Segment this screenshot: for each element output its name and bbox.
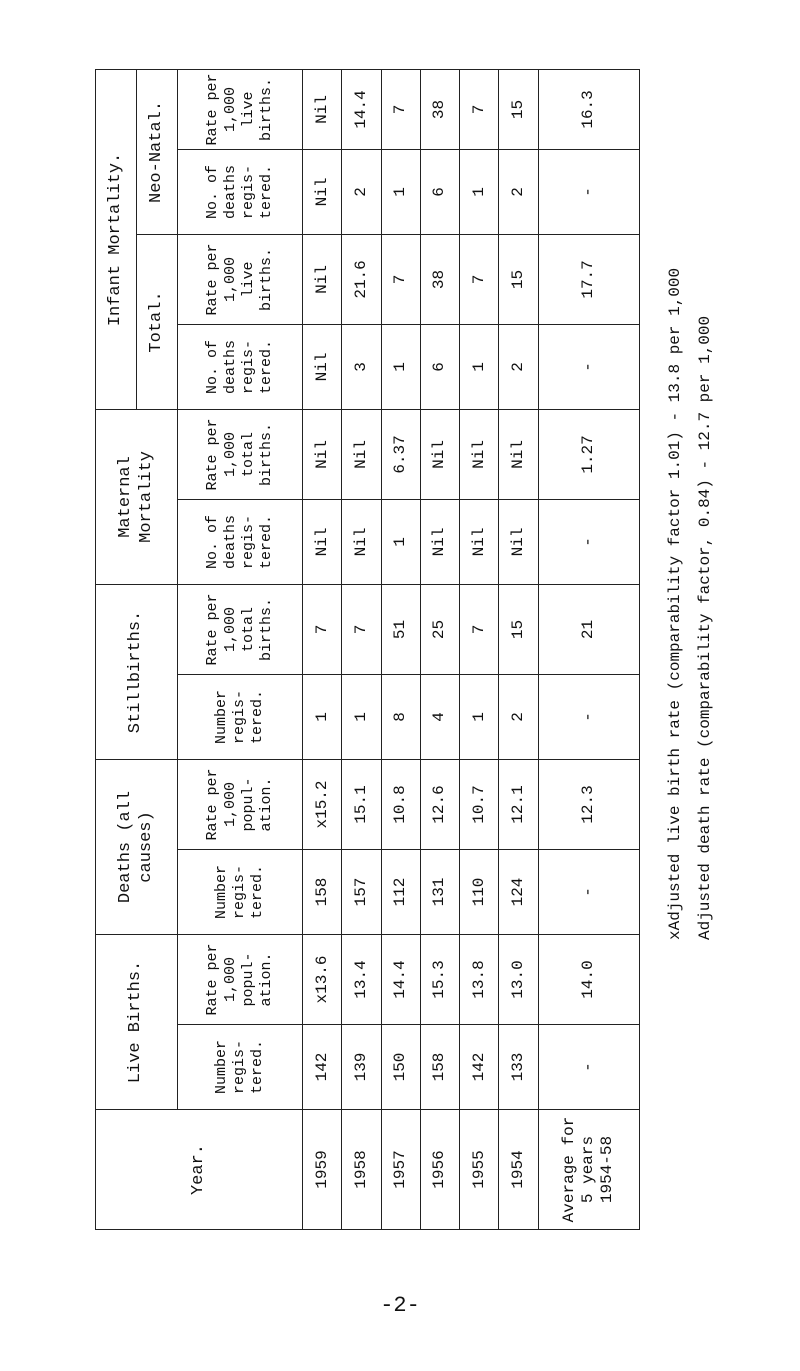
cell-it-rate: Nil bbox=[303, 234, 342, 324]
infant-total-header: Total. bbox=[137, 234, 178, 409]
footnote-death-rate: Adjusted death rate (comparability factor, 0.84) - 12.7 per 1,000 bbox=[696, 315, 714, 940]
col-header-infant-total-number: No. of deaths regis- tered. bbox=[178, 324, 303, 409]
col-header-infant-total-rate: Rate per 1,000 live births. bbox=[178, 234, 303, 324]
cell-sb-rate: 7 bbox=[342, 584, 381, 674]
table-row bbox=[538, 69, 639, 1229]
cell-lb-rate: 13.0 bbox=[499, 934, 538, 1024]
cell-year: 1954 bbox=[499, 1110, 538, 1230]
table-row bbox=[460, 69, 499, 1229]
cell-mm-rate: Nil bbox=[499, 409, 538, 499]
cell-lb-rate: 13.8 bbox=[460, 934, 499, 1024]
neonatal-header: Neo-Natal. bbox=[137, 69, 178, 234]
cell-mm-number: - bbox=[538, 499, 639, 584]
cell-lb-number: 150 bbox=[381, 1025, 420, 1110]
header-row-groups bbox=[96, 69, 137, 1229]
cell-sb-rate: 15 bbox=[499, 584, 538, 674]
cell-it-number: 2 bbox=[499, 324, 538, 409]
cell-it-rate: 7 bbox=[381, 234, 420, 324]
cell-lb-number: 142 bbox=[303, 1025, 342, 1110]
cell-it-rate: 17.7 bbox=[538, 234, 639, 324]
cell-d-number: 112 bbox=[381, 849, 420, 934]
cell-d-rate: 12.1 bbox=[499, 759, 538, 849]
footnotes bbox=[660, 180, 770, 940]
cell-it-number: - bbox=[538, 324, 639, 409]
cell-d-rate: 10.7 bbox=[460, 759, 499, 849]
col-header-live-births-rate: Rate per 1,000 popul- ation. bbox=[178, 934, 303, 1024]
table-row bbox=[499, 69, 538, 1229]
cell-lb-rate: 15.3 bbox=[420, 934, 459, 1024]
page-number: -2- bbox=[380, 1293, 420, 1318]
cell-sb-rate: 7 bbox=[460, 584, 499, 674]
cell-sb-number: 8 bbox=[381, 674, 420, 759]
deaths-header: Deaths (all causes) bbox=[96, 759, 178, 934]
cell-mm-number: 1 bbox=[381, 499, 420, 584]
col-header-neonatal-rate: Rate per 1,000 live births. bbox=[178, 69, 303, 149]
cell-mm-number: Nil bbox=[460, 499, 499, 584]
cell-it-number: 1 bbox=[460, 324, 499, 409]
cell-sb-number: 1 bbox=[303, 674, 342, 759]
cell-mm-number: Nil bbox=[499, 499, 538, 584]
live-births-header: Live Births. bbox=[96, 934, 178, 1109]
cell-d-number: 157 bbox=[342, 849, 381, 934]
cell-it-number: 1 bbox=[381, 324, 420, 409]
cell-nn-number: 1 bbox=[381, 149, 420, 234]
col-header-maternal-number: No. of deaths regis- tered. bbox=[178, 499, 303, 584]
cell-mm-rate: Nil bbox=[460, 409, 499, 499]
cell-sb-number: - bbox=[538, 674, 639, 759]
table-row bbox=[303, 69, 342, 1229]
stillbirths-header: Stillbirths. bbox=[96, 584, 178, 759]
table-body bbox=[303, 69, 640, 1229]
year-header: Year. bbox=[96, 1110, 303, 1230]
cell-nn-number: 2 bbox=[342, 149, 381, 234]
cell-lb-number: 133 bbox=[499, 1025, 538, 1110]
cell-it-number: Nil bbox=[303, 324, 342, 409]
table-row bbox=[342, 69, 381, 1229]
cell-sb-number: 1 bbox=[460, 674, 499, 759]
cell-lb-rate: x13.6 bbox=[303, 934, 342, 1024]
header-row-columns bbox=[178, 69, 303, 1229]
cell-nn-rate: 14.4 bbox=[342, 69, 381, 149]
cell-sb-number: 2 bbox=[499, 674, 538, 759]
cell-d-rate: 15.1 bbox=[342, 759, 381, 849]
footnotes-rotated bbox=[660, 180, 720, 940]
cell-d-rate: x15.2 bbox=[303, 759, 342, 849]
infant-mortality-header: Infant Mortality. bbox=[96, 69, 137, 409]
cell-lb-number: - bbox=[538, 1025, 639, 1110]
table-row bbox=[381, 69, 420, 1229]
cell-it-number: 3 bbox=[342, 324, 381, 409]
cell-d-number: 110 bbox=[460, 849, 499, 934]
cell-year: 1957 bbox=[381, 1110, 420, 1230]
table-row bbox=[420, 69, 459, 1229]
cell-lb-rate: 13.4 bbox=[342, 934, 381, 1024]
cell-d-rate: 10.8 bbox=[381, 759, 420, 849]
cell-nn-number: 1 bbox=[460, 149, 499, 234]
cell-nn-rate: 7 bbox=[381, 69, 420, 149]
maternal-mortality-header: Maternal Mortality bbox=[96, 409, 178, 584]
cell-lb-rate: 14.4 bbox=[381, 934, 420, 1024]
cell-d-rate: 12.3 bbox=[538, 759, 639, 849]
cell-sb-rate: 7 bbox=[303, 584, 342, 674]
cell-sb-rate: 21 bbox=[538, 584, 639, 674]
cell-d-number: 158 bbox=[303, 849, 342, 934]
col-header-live-births-number: Number regis- tered. bbox=[178, 1025, 303, 1110]
cell-it-rate: 7 bbox=[460, 234, 499, 324]
cell-lb-number: 142 bbox=[460, 1025, 499, 1110]
cell-year: 1956 bbox=[420, 1110, 459, 1230]
cell-d-number: - bbox=[538, 849, 639, 934]
vital-statistics-table-rotated bbox=[95, 73, 640, 1230]
cell-mm-rate: 6.37 bbox=[381, 409, 420, 499]
cell-d-rate: 12.6 bbox=[420, 759, 459, 849]
cell-sb-rate: 25 bbox=[420, 584, 459, 674]
vital-statistics-table bbox=[95, 69, 640, 1230]
cell-it-number: 6 bbox=[420, 324, 459, 409]
cell-nn-number: - bbox=[538, 149, 639, 234]
col-header-maternal-rate: Rate per 1,000 total births. bbox=[178, 409, 303, 499]
cell-sb-number: 4 bbox=[420, 674, 459, 759]
cell-nn-rate: 15 bbox=[499, 69, 538, 149]
col-header-deaths-number: Number regis- tered. bbox=[178, 849, 303, 934]
col-header-stillbirths-number: Number regis- tered. bbox=[178, 674, 303, 759]
col-header-stillbirths-rate: Rate per 1,000 total births. bbox=[178, 584, 303, 674]
cell-nn-number: 6 bbox=[420, 149, 459, 234]
cell-mm-rate: Nil bbox=[303, 409, 342, 499]
cell-year: 1959 bbox=[303, 1110, 342, 1230]
cell-d-number: 124 bbox=[499, 849, 538, 934]
cell-d-number: 131 bbox=[420, 849, 459, 934]
cell-sb-number: 1 bbox=[342, 674, 381, 759]
cell-mm-number: Nil bbox=[303, 499, 342, 584]
cell-mm-rate: 1.27 bbox=[538, 409, 639, 499]
cell-lb-rate: 14.0 bbox=[538, 934, 639, 1024]
cell-it-rate: 21.6 bbox=[342, 234, 381, 324]
cell-lb-number: 158 bbox=[420, 1025, 459, 1110]
cell-nn-rate: 16.3 bbox=[538, 69, 639, 149]
col-header-deaths-rate: Rate per 1,000 popul- ation. bbox=[178, 759, 303, 849]
cell-nn-rate: Nil bbox=[303, 69, 342, 149]
cell-lb-number: 139 bbox=[342, 1025, 381, 1110]
footnote-live-birth-rate: xAdjusted live birth rate (comparability factor 1.01) - 13.8 per 1,000 bbox=[666, 267, 684, 940]
cell-year: 1958 bbox=[342, 1110, 381, 1230]
cell-year: 1955 bbox=[460, 1110, 499, 1230]
cell-mm-rate: Nil bbox=[342, 409, 381, 499]
cell-nn-rate: 7 bbox=[460, 69, 499, 149]
col-header-neonatal-number: No. of deaths regis- tered. bbox=[178, 149, 303, 234]
cell-it-rate: 15 bbox=[499, 234, 538, 324]
cell-nn-number: Nil bbox=[303, 149, 342, 234]
cell-year: Average for 5 years 1954-58 bbox=[538, 1110, 639, 1230]
cell-nn-rate: 38 bbox=[420, 69, 459, 149]
cell-mm-number: Nil bbox=[342, 499, 381, 584]
cell-nn-number: 2 bbox=[499, 149, 538, 234]
cell-it-rate: 38 bbox=[420, 234, 459, 324]
cell-mm-number: Nil bbox=[420, 499, 459, 584]
cell-mm-rate: Nil bbox=[420, 409, 459, 499]
cell-sb-rate: 51 bbox=[381, 584, 420, 674]
